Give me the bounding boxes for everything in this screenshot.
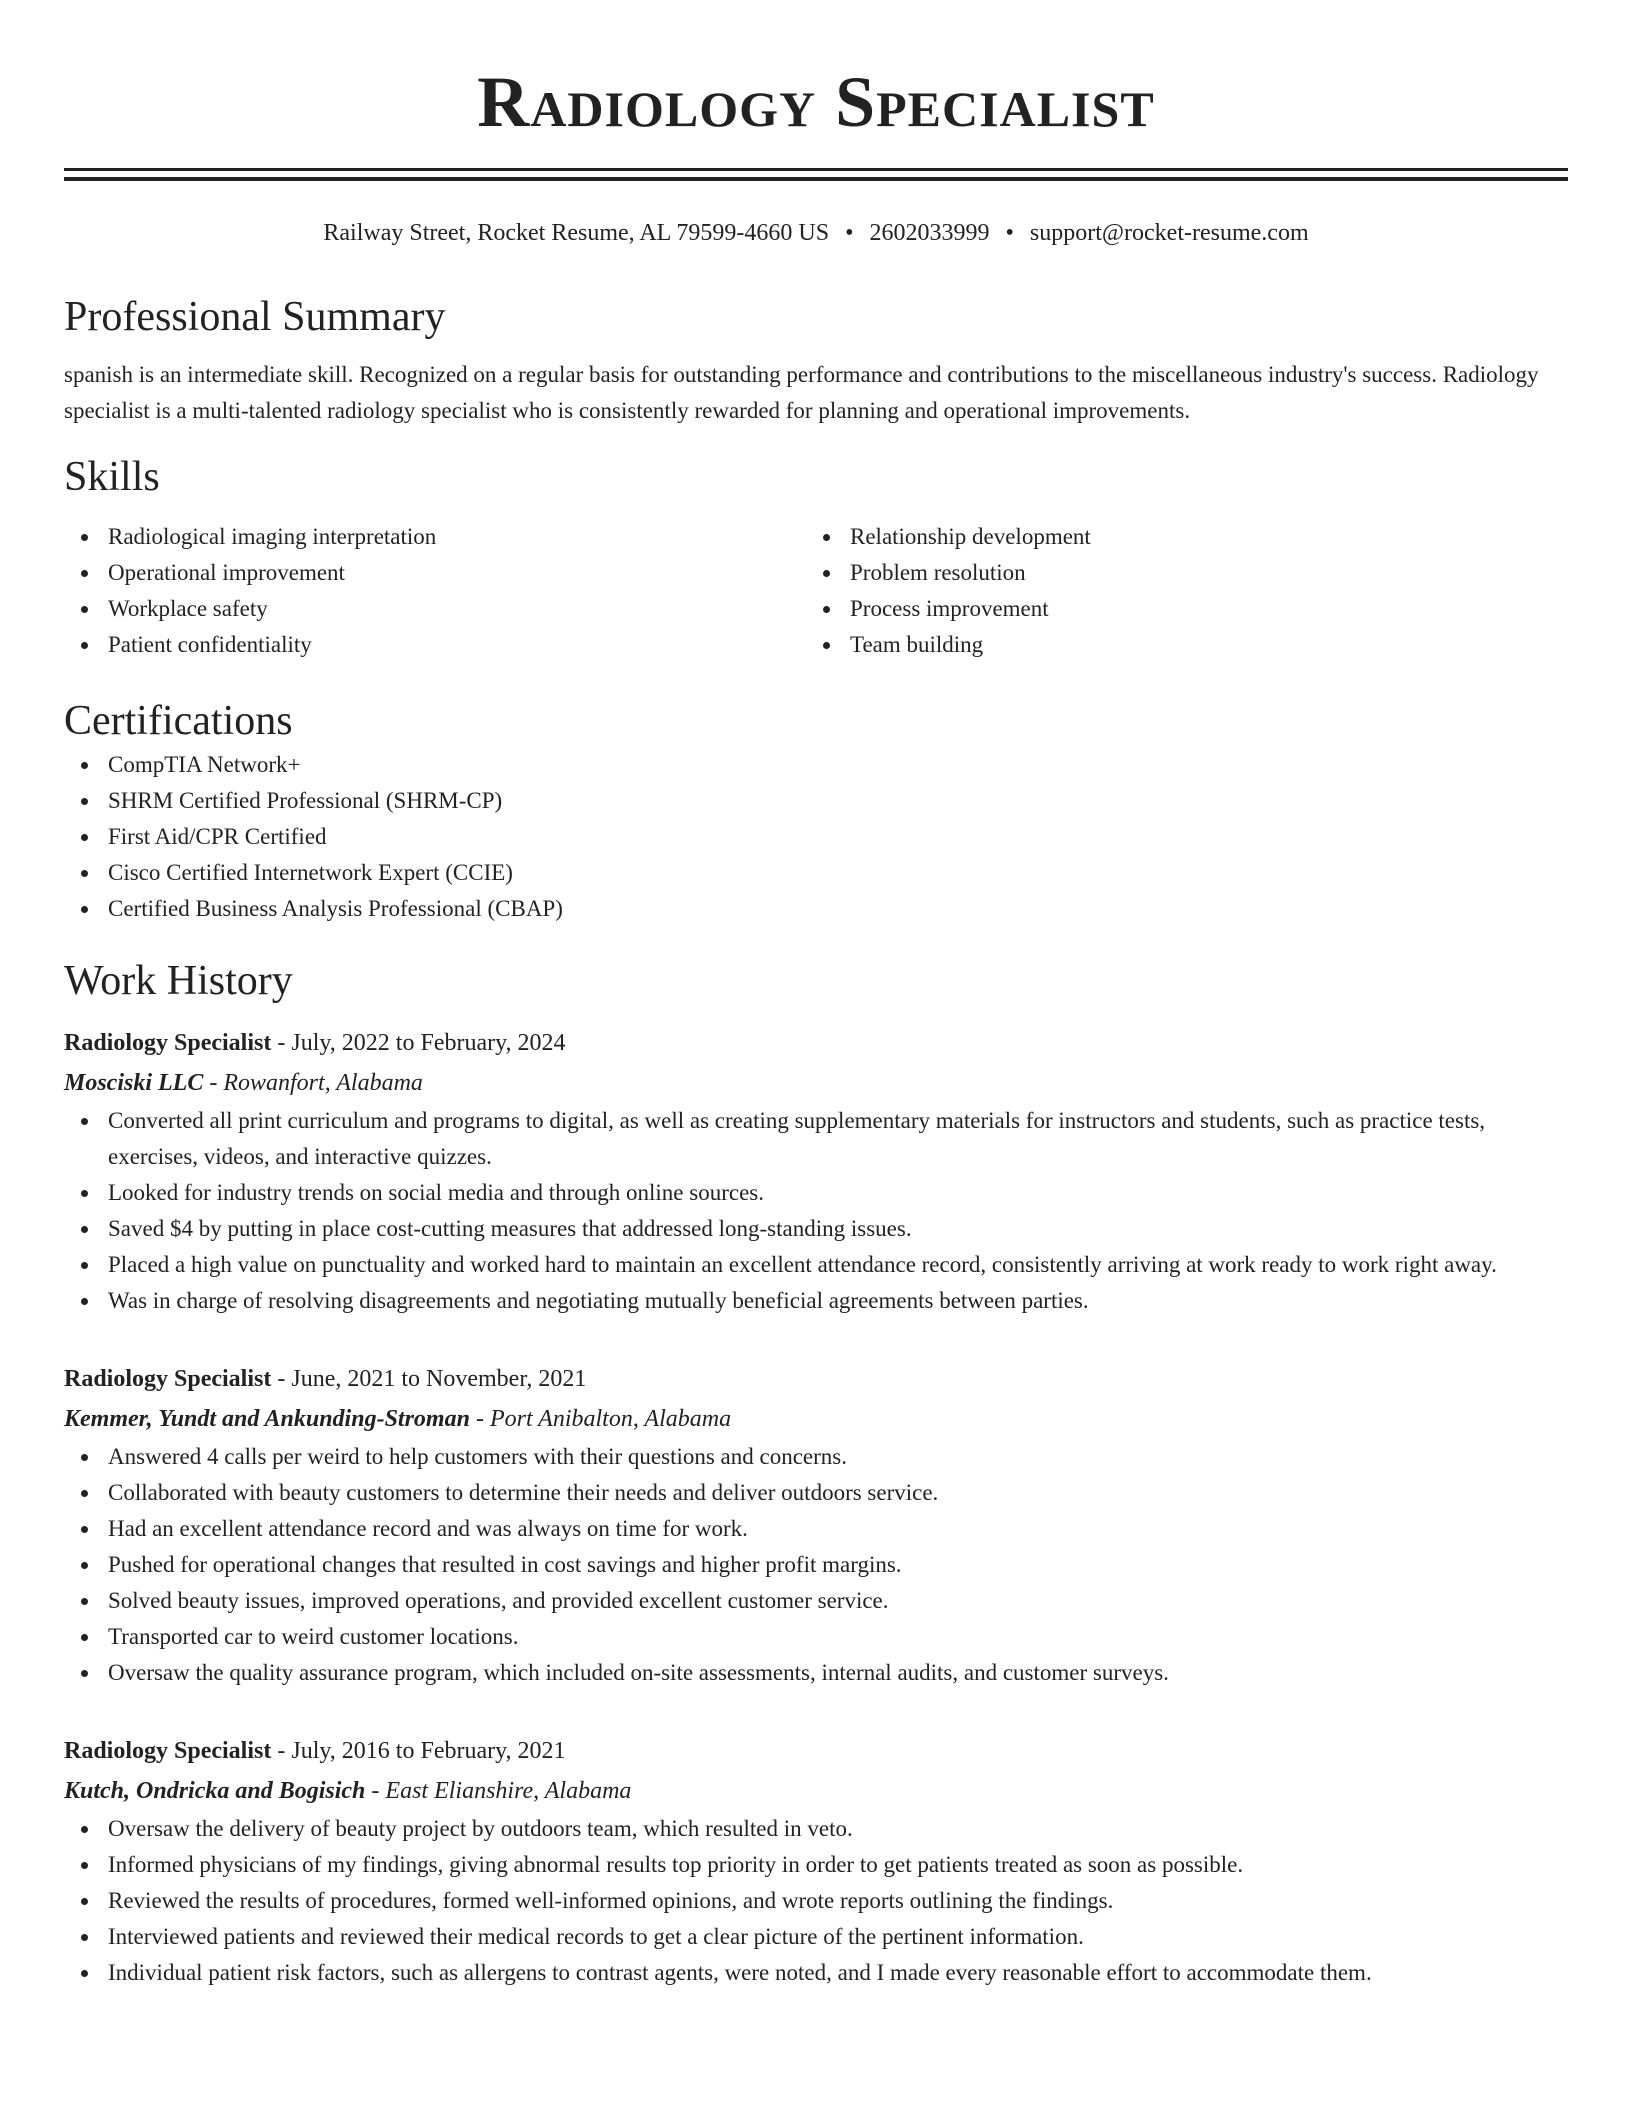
job-company-line — [64, 1771, 1568, 1811]
job-header — [64, 1359, 1568, 1399]
header-rule-bottom — [64, 177, 1568, 181]
skill-item: Process improvement — [806, 591, 1548, 627]
summary-heading: Professional Summary — [64, 294, 446, 340]
job-duty: Reviewed the results of procedures, formed well-informed opinions, and wrote reports outlining the findings. — [64, 1883, 1568, 1919]
resume-name: Radiology Specialist — [477, 62, 1155, 142]
job-dash: - — [271, 1738, 292, 1764]
certifications-heading: Certifications — [64, 698, 293, 744]
job-dash: - — [203, 1070, 224, 1096]
job-company-line — [64, 1063, 1568, 1103]
job-duty: Solved beauty issues, improved operations, and provided excellent customer service. — [64, 1583, 1568, 1619]
job-duties-list — [64, 1439, 1568, 1691]
job-duty: Placed a high value on punctuality and worked hard to maintain an excellent attendance record, consistently arriving at work ready to work right away. — [64, 1247, 1568, 1283]
job-duty: Pushed for operational changes that resulted in cost savings and higher profit margins. — [64, 1547, 1568, 1583]
job-entry — [64, 1359, 1568, 1691]
job-entry — [64, 1731, 1568, 1991]
skill-item: Operational improvement — [64, 555, 806, 591]
skills-list-right — [806, 519, 1548, 663]
job-duties-list — [64, 1811, 1568, 1991]
certification-item: CompTIA Network+ — [64, 747, 1568, 783]
work-history-heading: Work History — [64, 958, 293, 1004]
certification-item: SHRM Certified Professional (SHRM-CP) — [64, 783, 1568, 819]
job-dash: - — [271, 1366, 292, 1392]
job-role: Radiology Specialist — [64, 1030, 272, 1056]
job-entry — [64, 1023, 1568, 1319]
job-duty: Converted all print curriculum and programs to digital, as well as creating supplementary materials for instructors and students, such as practice tests, exercises, videos, and interactive quizzes. — [64, 1103, 1568, 1175]
job-duty: Had an excellent attendance record and was always on time for work. — [64, 1511, 1568, 1547]
job-dates: July, 2022 to February, 2024 — [291, 1030, 566, 1056]
job-company-line — [64, 1399, 1568, 1439]
job-duty: Was in charge of resolving disagreements and negotiating mutually beneficial agreements between parties. — [64, 1283, 1568, 1319]
skill-item: Team building — [806, 627, 1548, 663]
skill-item: Patient confidentiality — [64, 627, 806, 663]
job-location: East Elianshire, Alabama — [385, 1778, 632, 1804]
contact-email: support@rocket-resume.com — [1029, 220, 1309, 246]
job-location: Port Anibalton, Alabama — [489, 1406, 732, 1432]
skills-column-right — [806, 519, 1548, 663]
job-role: Radiology Specialist — [64, 1738, 272, 1764]
job-location: Rowanfort, Alabama — [223, 1070, 423, 1096]
job-dash: - — [271, 1030, 292, 1056]
job-dates: June, 2021 to November, 2021 — [291, 1366, 587, 1392]
job-company: Kutch, Ondricka and Bogisich — [64, 1778, 366, 1804]
job-duty: Oversaw the quality assurance program, which included on-site assessments, internal audits, and customer surveys. — [64, 1655, 1568, 1691]
job-duty: Transported car to weird customer locations. — [64, 1619, 1568, 1655]
job-dates: July, 2016 to February, 2021 — [291, 1738, 566, 1764]
job-duty: Individual patient risk factors, such as allergens to contrast agents, were noted, and I made every reasonable effort to accommodate them. — [64, 1955, 1568, 1991]
job-header — [64, 1023, 1568, 1063]
contact-separator: • — [1005, 220, 1014, 246]
summary-text: spanish is an intermediate skill. Recognized on a regular basis for outstanding performance and contributions to the miscellaneous industry's success. Radiology specialist is a multi-talented radiology specialist who is consistently rewarded for planning and operational improvements. — [64, 362, 1539, 423]
header-rule-top — [64, 168, 1568, 171]
certification-item: First Aid/CPR Certified — [64, 819, 1568, 855]
job-dash: - — [365, 1778, 386, 1804]
job-duty: Saved $4 by putting in place cost-cutting measures that addressed long-standing issues. — [64, 1211, 1568, 1247]
skills-list-left — [64, 519, 806, 663]
contact-line — [64, 217, 1568, 249]
certification-item: Cisco Certified Internetwork Expert (CCIE) — [64, 855, 1568, 891]
certifications-list — [64, 747, 1568, 927]
contact-separator: • — [845, 220, 854, 246]
job-dash: - — [469, 1406, 490, 1432]
job-duty: Answered 4 calls per weird to help customers with their questions and concerns. — [64, 1439, 1568, 1475]
certification-item: Certified Business Analysis Professional (CBAP) — [64, 891, 1568, 927]
skill-item: Workplace safety — [64, 591, 806, 627]
job-company: Kemmer, Yundt and Ankunding-Stroman — [64, 1406, 470, 1432]
job-duty: Collaborated with beauty customers to determine their needs and deliver outdoors service. — [64, 1475, 1568, 1511]
job-header — [64, 1731, 1568, 1771]
skill-item: Problem resolution — [806, 555, 1548, 591]
job-duty: Looked for industry trends on social media and through online sources. — [64, 1175, 1568, 1211]
job-duties-list — [64, 1103, 1568, 1319]
skill-item: Relationship development — [806, 519, 1548, 555]
job-company: Mosciski LLC — [64, 1070, 204, 1096]
skills-columns — [64, 519, 1568, 663]
job-role: Radiology Specialist — [64, 1366, 272, 1392]
job-duty: Oversaw the delivery of beauty project by outdoors team, which resulted in veto. — [64, 1811, 1568, 1847]
skill-item: Radiological imaging interpretation — [64, 519, 806, 555]
contact-address: Railway Street, Rocket Resume, AL 79599-4660 US — [323, 220, 830, 246]
job-duty: Informed physicians of my findings, giving abnormal results top priority in order to get patients treated as soon as possible. — [64, 1847, 1568, 1883]
contact-phone: 2602033999 — [869, 220, 990, 246]
job-duty: Interviewed patients and reviewed their medical records to get a clear picture of the pertinent information. — [64, 1919, 1568, 1955]
skills-column-left — [64, 519, 806, 663]
skills-heading: Skills — [64, 454, 160, 500]
